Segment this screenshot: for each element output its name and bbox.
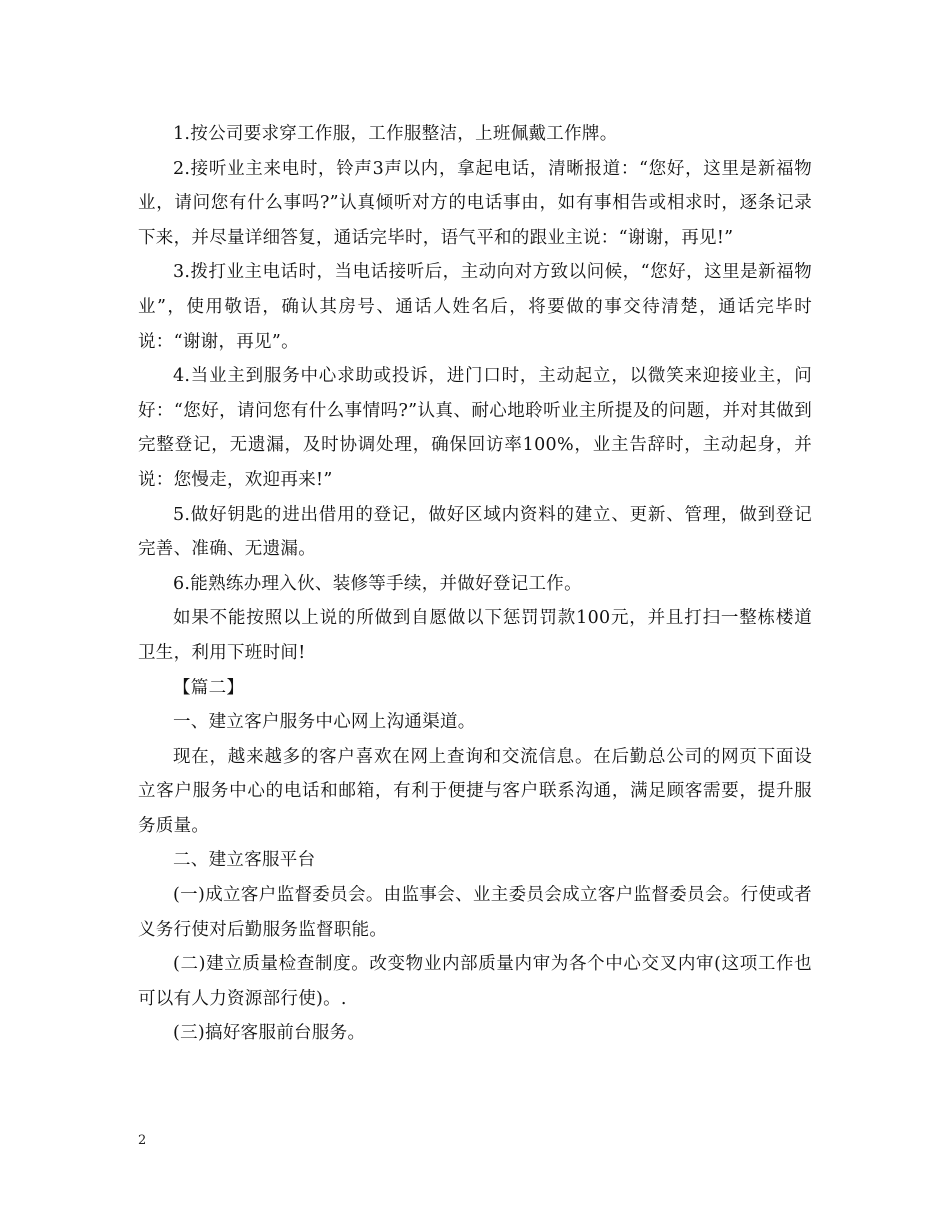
paragraph-rule-4: 4.当业主到服务中心求助或投诉，进门口时，主动起立，以微笑来迎接业主，问好：“您好，请问您有什么事情吗?”认真、耐心地聆听业主所提及的问题，并对其做到完整登记，无遗漏，及时协调处理，确保回访率100%，业主告辞时，主动起身，并说：您慢走，欢迎再来!” bbox=[138, 366, 812, 490]
paragraph-rule-6: 6.能熟练办理入伙、装修等手续，并做好登记工作。 bbox=[173, 573, 582, 594]
paragraph-subitem-3: (三)搞好客服前台服务。 bbox=[173, 1023, 366, 1044]
paragraph-rule-1: 1.按公司要求穿工作服，工作服整洁，上班佩戴工作牌。 bbox=[173, 124, 618, 144]
paragraph-item-two-heading: 二、建立客服平台 bbox=[173, 850, 316, 871]
paragraph-item-one-heading: 一、建立客户服务中心网上沟通渠道。 bbox=[173, 712, 476, 733]
section-heading: 【篇二】 bbox=[173, 677, 245, 698]
paragraph-subitem-2: (二)建立质量检查制度。改变物业内部质量内审为各个中心交叉内审(这项工作也可以有人力资源部行使)。. bbox=[138, 954, 812, 1009]
page-number: 2 bbox=[138, 1133, 147, 1148]
paragraph-rule-5: 5.做好钥匙的进出借用的登记，做好区域内资料的建立、更新、管理，做到登记完善、准确、无遗漏。 bbox=[138, 504, 812, 560]
paragraph-rule-3: 3.拨打业主电话时，当电话接听后，主动向对方致以问候，“您好，这里是新福物业”，使用敬语，确认其房号、通话人姓名后，将要做的事交待清楚，通话完毕时说：“谢谢，再见”。 bbox=[138, 262, 812, 352]
paragraph-penalty: 如果不能按照以上说的所做到自愿做以下惩罚罚款100元，并且打扫一整栋楼道卫生，利用下班时间! bbox=[138, 608, 812, 663]
paragraph-subitem-1: (一)成立客户监督委员会。由监事会、业主委员会成立客户监督委员会。行使或者义务行使对后勤服务监督职能。 bbox=[138, 885, 812, 940]
document-body bbox=[138, 117, 812, 1051]
paragraph-item-one-body: 现在，越来越多的客户喜欢在网上查询和交流信息。在后勤总公司的网页下面设立客户服务中心的电话和邮箱，有利于便捷与客户联系沟通，满足顾客需要，提升服务质量。 bbox=[138, 746, 812, 836]
paragraph-rule-2: 2.接听业主来电时，铃声3声以内，拿起电话，清晰报道：“您好，这里是新福物业，请问您有什么事吗?”认真倾听对方的电话事由，如有事相告或相求时，逐条记录下来，并尽量详细答复，通话完毕时，语气平和的跟业主说：“谢谢，再见!” bbox=[138, 158, 812, 248]
